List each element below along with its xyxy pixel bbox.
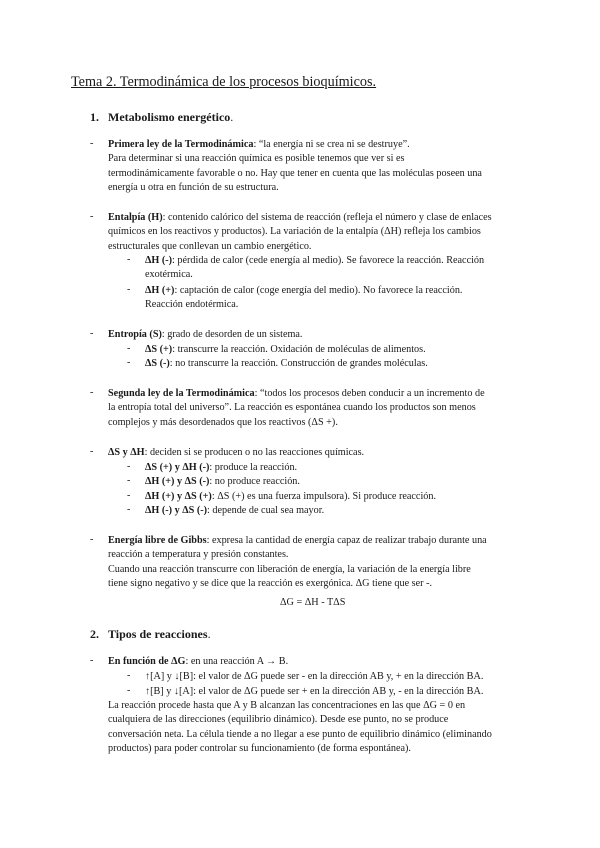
term: Energía libre de Gibbs (108, 535, 207, 546)
section-number: 2. (90, 627, 99, 641)
list-item-ds-dh: ΔS y ΔH: deciden si se producen o no las reacciones químicas. (108, 447, 365, 458)
bullet-marker: - (90, 446, 94, 457)
bullet-marker: - (90, 211, 94, 222)
section-title: Tipos de reacciones (108, 627, 208, 641)
sub-bullet-marker: - (127, 475, 131, 486)
list-item-primera-ley: Primera ley de la Termodinámica: “la energía ni se crea ni se destruye”. Para determinar si una reacción química es posible tenemos que ver si es termodinámicamente favorable o no. Hay que tener en cuenta que las moléculas poseen una energía u otra en función de su estructura. (108, 139, 482, 194)
sub-item-entropia-negativa: ΔS (-): no transcurre la reacción. Construcción de grandes moléculas. (145, 358, 428, 369)
section-number: 1. (90, 110, 99, 124)
list-item-segunda-ley: Segunda ley de la Termodinámica: “todos los procesos deben conducir a un incremento de la entropía total del universo”. La reacción es espontánea cuando los productos son menos complejos y más desordenados que los reactivos (ΔS +). (108, 388, 485, 428)
sub-bullet-marker: - (127, 254, 131, 265)
sub-bullet-marker: - (127, 461, 131, 472)
paragraph-equilibrio: La reacción procede hasta que A y B alcanzan las concentraciones en las que ΔG = 0 en cualquiera de las direcciones (equilibrio dinámico). Desde ese punto, no se produce conversación neta. La célula tiende a no llegar a ese punto de equilibrio dinámico (eliminando productos) para poder controlar su funcionamiento (de forma espontánea). (108, 700, 492, 755)
term: ΔS y ΔH (108, 447, 145, 458)
bullet-marker: - (90, 655, 94, 666)
page-title: Tema 2. Termodinámica de los procesos bioquímicos. (71, 74, 377, 90)
sub-item-case-2: ΔH (+) y ΔS (-): no produce reacción. (145, 476, 300, 487)
term: Segunda ley de la Termodinámica (108, 388, 255, 399)
sub-item-direction-ba: ↑[B] y ↓[A]: el valor de ΔG puede ser + en la dirección AB y, - en la dirección BA. (145, 686, 484, 697)
sub-bullet-marker: - (127, 685, 131, 696)
sub-item-entropia-positiva: ΔS (+): transcurre la reacción. Oxidación de moléculas de alimentos. (145, 344, 426, 355)
sub-item-direction-ab: ↑[A] y ↓[B]: el valor de ΔG puede ser - en la dirección AB y, + en la dirección BA. (145, 671, 484, 682)
sub-bullet-marker: - (127, 504, 131, 515)
list-item-entropia: Entropía (S): grado de desorden de un sistema. (108, 329, 303, 340)
sub-bullet-marker: - (127, 357, 131, 368)
sub-item-case-3: ΔH (+) y ΔS (+): ΔS (+) es una fuerza impulsora). Si produce reacción. (145, 491, 437, 502)
sub-item-entalpia-positiva: ΔH (+): captación de calor (coge energía del medio). No favorece la reacción. Reacción endotérmica. (145, 285, 463, 311)
list-item-gibbs: Energía libre de Gibbs: expresa la cantidad de energía capaz de realizar trabajo durante una reacción a temperatura y presión constantes. Cuando una reacción transcurre con liberación de energía, la variación de la energía libre tiene signo negativo y se dice que la reacción es exergónica. ΔG tiene que ser -. (108, 535, 487, 590)
list-item-entalpia: Entalpía (H): contenido calórico del sistema de reacción (refleja el número y clase de enlaces químicos en los reactivos y productos). La variación de la entalpía (ΔH) refleja los cambios estructurales que conllevan un cambio energético. (108, 212, 492, 252)
sub-item-case-1: ΔS (+) y ΔH (-): produce la reacción. (145, 462, 298, 473)
sub-bullet-marker: - (127, 343, 131, 354)
term: Primera ley de la Termodinámica (108, 139, 254, 150)
term: En función de ΔG (108, 656, 186, 667)
sub-item-case-4: ΔH (-) y ΔS (-): depende de cual sea mayor. (145, 505, 325, 516)
sub-item-entalpia-negativa: ΔH (-): pérdida de calor (cede energía al medio). Se favorece la reacción. Reacción exotérmica. (145, 255, 485, 281)
term: Entropía (S) (108, 329, 162, 340)
section-heading-1: 1. Metabolismo energético. (90, 110, 234, 124)
sub-bullet-marker: - (127, 670, 131, 681)
gibbs-formula: ΔG = ΔH - TΔS (280, 597, 346, 608)
section-heading-2: 2. Tipos de reacciones. (90, 627, 211, 641)
sub-bullet-marker: - (127, 284, 131, 295)
bullet-marker: - (90, 138, 94, 149)
section-title: Metabolismo energético (108, 110, 231, 124)
list-item-funcion-dg: En función de ΔG: en una reacción A → B. (108, 656, 289, 667)
term: Entalpía (H) (108, 212, 163, 223)
sub-bullet-marker: - (127, 490, 131, 501)
bullet-marker: - (90, 534, 94, 545)
bullet-marker: - (90, 387, 94, 398)
bullet-marker: - (90, 328, 94, 339)
